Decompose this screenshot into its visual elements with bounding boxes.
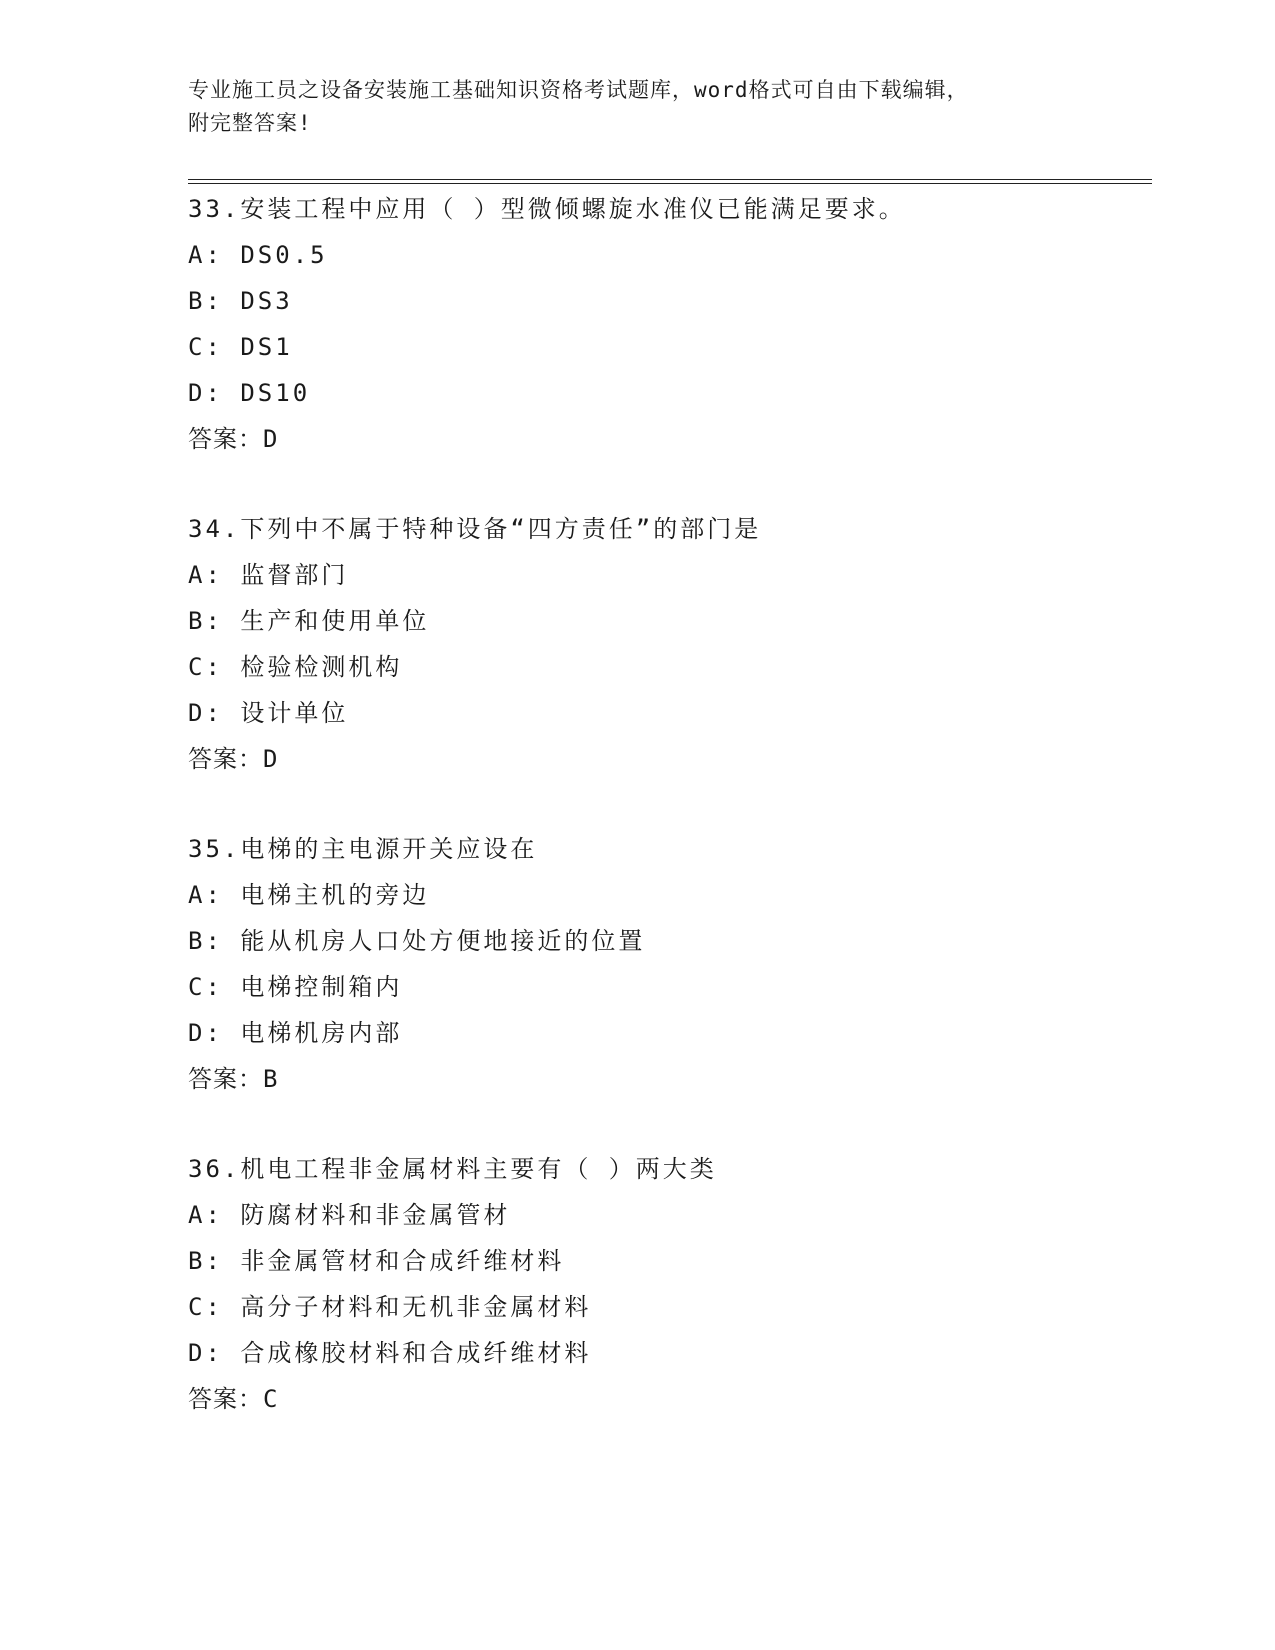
question-35: [188, 826, 1148, 1102]
question-34: [188, 506, 1148, 782]
option-b: [188, 598, 1148, 644]
header-divider-top: [188, 179, 1152, 180]
option-c: [188, 1284, 1148, 1330]
option-text: 生产和使用单位: [240, 607, 430, 635]
option-b: [188, 278, 1148, 324]
document-header: [188, 74, 1088, 140]
option-text: 非金属管材和合成纤维材料: [240, 1247, 565, 1275]
question-stem: 33.安装工程中应用（ ）型微倾螺旋水准仪已能满足要求。: [188, 195, 906, 223]
option-label: B:: [188, 1247, 223, 1275]
option-text: 设计单位: [240, 699, 349, 727]
option-label: A:: [188, 241, 223, 269]
option-text: 高分子材料和无机非金属材料: [240, 1293, 592, 1321]
option-label: C:: [188, 333, 223, 361]
option-label: D:: [188, 699, 223, 727]
option-text: 电梯机房内部: [240, 1019, 403, 1047]
option-text: DS1: [240, 333, 293, 361]
option-text: DS3: [240, 287, 293, 315]
header-line-1: 专业施工员之设备安装施工基础知识资格考试题库，word格式可自由下载编辑，: [188, 78, 969, 102]
question-stem: 34.下列中不属于特种设备“四方责任”的部门是: [188, 515, 762, 543]
option-text: DS10: [240, 379, 311, 407]
option-label: D:: [188, 1019, 223, 1047]
question-36: [188, 1146, 1148, 1422]
option-text: 电梯控制箱内: [240, 973, 403, 1001]
answer: 答案：C: [188, 1385, 279, 1413]
option-label: C:: [188, 1293, 223, 1321]
option-label: D:: [188, 1339, 223, 1367]
option-text: 电梯主机的旁边: [240, 881, 430, 909]
answer: 答案：D: [188, 745, 279, 773]
option-text: 合成橡胶材料和合成纤维材料: [240, 1339, 592, 1367]
option-a: [188, 1192, 1148, 1238]
header-divider-bottom: [188, 183, 1152, 184]
option-c: [188, 644, 1148, 690]
option-label: A:: [188, 881, 223, 909]
answer: 答案：B: [188, 1065, 279, 1093]
option-label: A:: [188, 1201, 223, 1229]
option-a: [188, 232, 1148, 278]
option-c: [188, 964, 1148, 1010]
option-text: 检验检测机构: [240, 653, 403, 681]
question-33: [188, 186, 1148, 462]
option-d: [188, 1330, 1148, 1376]
option-label: B:: [188, 287, 223, 315]
option-text: 监督部门: [240, 561, 349, 589]
option-label: B:: [188, 927, 223, 955]
option-d: [188, 370, 1148, 416]
option-a: [188, 872, 1148, 918]
option-text: 防腐材料和非金属管材: [240, 1201, 511, 1229]
option-d: [188, 690, 1148, 736]
option-label: D:: [188, 379, 223, 407]
option-c: [188, 324, 1148, 370]
option-label: C:: [188, 973, 223, 1001]
option-d: [188, 1010, 1148, 1056]
question-stem: 35.电梯的主电源开关应设在: [188, 835, 538, 863]
answer: 答案：D: [188, 425, 279, 453]
option-label: C:: [188, 653, 223, 681]
option-label: B:: [188, 607, 223, 635]
option-label: A:: [188, 561, 223, 589]
option-text: 能从机房人口处方便地接近的位置: [240, 927, 646, 955]
option-text: DS0.5: [240, 241, 328, 269]
option-b: [188, 918, 1148, 964]
question-stem: 36.机电工程非金属材料主要有（ ）两大类: [188, 1155, 717, 1183]
option-b: [188, 1238, 1148, 1284]
header-line-2: 附完整答案!: [188, 111, 312, 135]
option-a: [188, 552, 1148, 598]
